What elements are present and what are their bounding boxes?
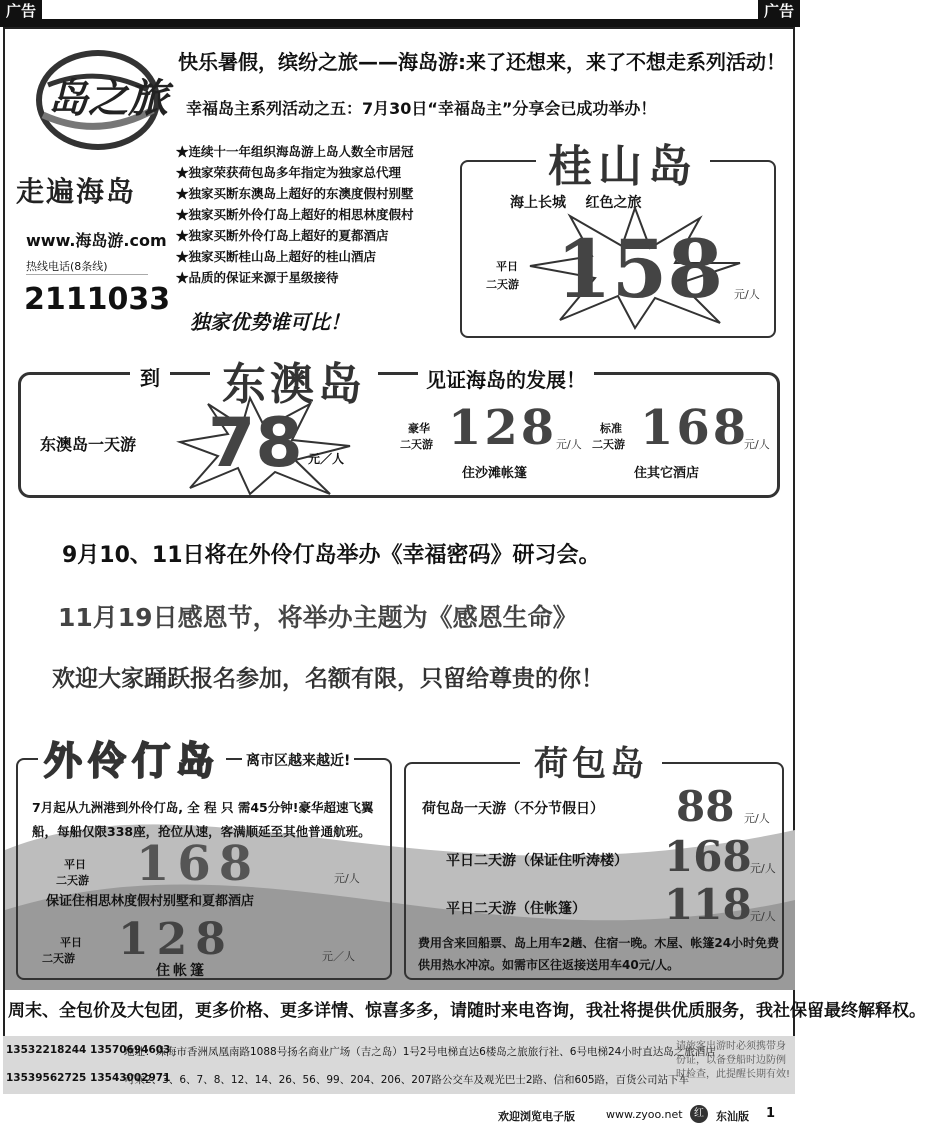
guishan-label-2: 二天游 (486, 278, 519, 291)
dongao-lux-price: 128 (448, 400, 558, 456)
dongao-std-price: 168 (640, 400, 750, 456)
page-number: 1 (766, 1106, 776, 1121)
wailingding-opt1-label-1: 平日 (64, 858, 86, 871)
dongao-lux-unit: 元/人 (556, 438, 582, 451)
hebao-row1-label: 荷包岛一天游（不分节假日） (422, 801, 604, 817)
bottom-banner: 周末、全包价及大包团，更多价格、更多详情、惊喜多多，请随时来电咨询，我社将提供优质服务，我社保留最终解释权。 (8, 1001, 926, 1021)
footer-phones-1: 13532218244 13570694603 (6, 1044, 171, 1056)
dongao-std-unit: 元/人 (744, 438, 770, 451)
dongao-title: 东澳岛 (210, 348, 378, 412)
dongao-lux-label-1: 豪华 (408, 422, 430, 435)
hotline-number[interactable]: 2111033 (24, 282, 171, 317)
guishan-title: 桂山岛 (536, 130, 710, 194)
sub-headline: 幸福岛主系列活动之五：7月30日“幸福岛主”分享会已成功举办！ (186, 99, 657, 118)
dongao-day-price: 78 (208, 404, 303, 483)
event-line-2: 11月19日感恩节，将举办主题为《感恩生命》 (58, 603, 578, 632)
dongao-lux-note: 住沙滩帐篷 (462, 466, 528, 481)
hebao-row2-label: 平日二天游（保证住听涛楼） (446, 853, 628, 869)
advantage-item: ★独家买断外伶仃岛上超好的相思林度假村 (176, 207, 414, 222)
advantage-item: ★连续十一年组织海岛游上岛人数全市居冠 (176, 144, 414, 159)
site-url[interactable]: www.海岛游.com (26, 231, 167, 250)
dongao-std-label-2: 二天游 (592, 438, 625, 451)
advantage-item: ★独家买断外伶仃岛上超好的夏都酒店 (176, 228, 389, 243)
wailingding-opt1-note: 保证住相思林度假村别墅和夏都酒店 (46, 894, 255, 909)
guishan-tagline: 海上长城 红色之旅 (510, 195, 642, 211)
guishan-unit: 元/人 (734, 288, 760, 301)
footer-notice: 请旅客出游时必须携带身份证，以备登船时边防例时检查，此提醒长期有效! (676, 1041, 791, 1080)
main-headline: 快乐暑假，缤纷之旅——海岛游:来了还想来，来了不想走系列活动！ (178, 50, 786, 74)
hotline-label: 热线电话(8条线) (26, 258, 148, 275)
hebao-row3-unit: 元/人 (750, 910, 776, 923)
advantage-item: ★品质的保证来源于星级接待 (176, 270, 339, 285)
advantage-item: ★独家荣获荷包岛多年指定为独家总代理 (176, 165, 402, 180)
advantage-list (176, 141, 466, 288)
hebao-row2-price: 168 (664, 832, 752, 881)
brand-name: 走遍海岛 (16, 175, 137, 208)
e-version-label: 欢迎浏览电子版 (498, 1110, 575, 1123)
hebao-row3-label: 平日二天游（住帐篷） (446, 901, 586, 917)
dongao-day-unit: 元／人 (308, 452, 345, 466)
wailingding-opt1-label-2: 二天游 (56, 874, 89, 887)
advantage-item: ★独家买断桂山岛上超好的桂山酒店 (176, 249, 377, 264)
edition-badge-icon: 红 (690, 1105, 708, 1123)
wailingding-opt2-label-2: 二天游 (42, 952, 75, 965)
ad-tag-left: 广告 (0, 0, 42, 22)
hebao-row1-unit: 元/人 (744, 812, 770, 825)
hebao-row1-price: 88 (676, 782, 735, 831)
advantage-slogan: 独家优势谁可比！ (190, 310, 350, 334)
event-line-1: 9月10、11日将在外伶仃岛举办《幸福密码》研习会。 (62, 543, 601, 568)
dongao-day-trip: 东澳岛一天游 (40, 435, 137, 454)
dongao-witness: 见证海岛的发展！ (418, 364, 594, 393)
footer-address: 地址：珠海市香洲凤凰南路1088号扬名商业广场（吉之岛）1号2号电梯直达6楼岛之旅旅行社、6号电梯24小时直达岛之旅酒店 (124, 1046, 716, 1058)
dongao-lux-label-2: 二天游 (400, 438, 433, 451)
logo-script: 岛之旅 (48, 76, 168, 122)
wailingding-opt2-price: 128 (118, 914, 234, 965)
hebao-row3-price: 118 (664, 880, 752, 929)
wailingding-opt2-unit: 元／人 (322, 950, 355, 963)
dongao-to: 到 (130, 362, 170, 391)
hebao-title: 荷包岛 (520, 736, 662, 785)
advantage-item: ★独家买断东澳岛上超好的东澳度假村别墅 (176, 186, 414, 201)
edition-name: 东汕版 (716, 1110, 749, 1123)
guishan-label-1: 平日 (496, 260, 518, 273)
wailingding-desc: 7月起从九洲港到外伶仃岛, 全 程 只 需45分钟!豪华超速飞翼船，每船仅限338座，抢位从速，客满顺延至其他普通航班。 (32, 800, 374, 839)
ad-tag-right: 广告 (758, 0, 800, 22)
wailingding-subtitle: 离市区越来越近! (242, 750, 354, 770)
wailingding-opt1-unit: 元/人 (334, 872, 360, 885)
logo (18, 45, 168, 155)
hebao-row2-unit: 元/人 (750, 862, 776, 875)
footer-phones-2: 13539562725 13543002971 (6, 1072, 171, 1084)
footer-bus: 可乘2、3、6、7、8、12、14、26、56、99、204、206、207路公交车及观光巴士2路、信和605路，百货公司站下车 (124, 1074, 690, 1086)
wailingding-opt2-label-1: 平日 (60, 936, 82, 949)
wailingding-opt1-price: 168 (136, 836, 261, 892)
event-line-3: 欢迎大家踊跃报名参加，名额有限，只留给尊贵的你！ (52, 666, 604, 692)
e-version-url[interactable]: www.zyoo.net (606, 1108, 683, 1121)
dongao-std-label-1: 标准 (600, 422, 622, 435)
wailingding-title: 外伶仃岛 (38, 730, 226, 785)
guishan-price: 158 (556, 222, 723, 316)
wailingding-opt2-note: 住帐篷 (156, 963, 207, 979)
dongao-std-note: 住其它酒店 (634, 466, 700, 481)
top-bar (0, 19, 800, 27)
hebao-note: 费用含来回船票、岛上用车2趟、住宿一晚。木屋、帐篷24小时免费供用热水冲凉。如需市区往返接送用车40元/人。 (418, 936, 780, 972)
